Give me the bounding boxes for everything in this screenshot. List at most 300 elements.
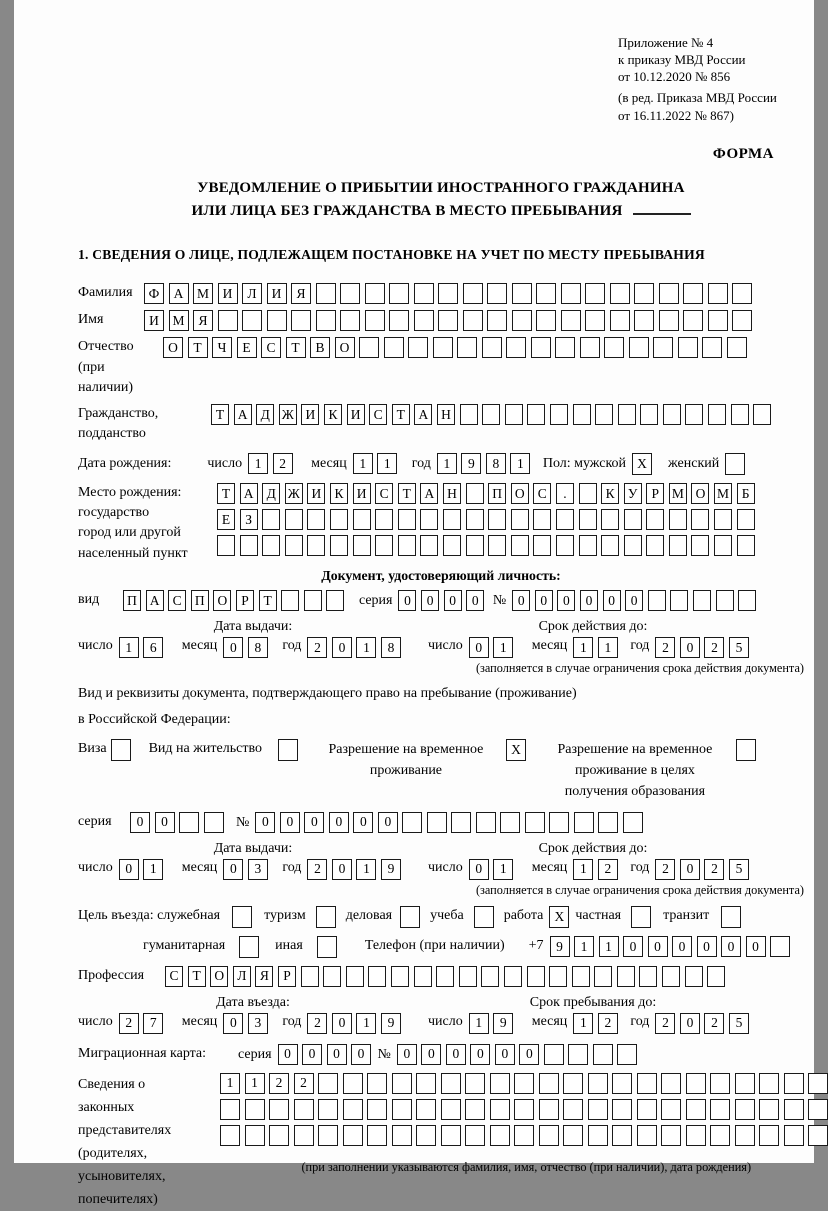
form-cell[interactable] bbox=[389, 283, 409, 304]
form-cell[interactable] bbox=[392, 1073, 412, 1094]
form-cell[interactable] bbox=[505, 404, 523, 425]
form-cell[interactable] bbox=[595, 404, 613, 425]
purpose-transit-checkbox[interactable] bbox=[721, 906, 741, 928]
visa-checkbox[interactable] bbox=[111, 739, 131, 761]
form-cell[interactable]: 2 bbox=[704, 1013, 724, 1034]
form-cell[interactable] bbox=[661, 1099, 681, 1120]
form-cell[interactable] bbox=[482, 337, 502, 358]
form-cell[interactable]: 0 bbox=[332, 859, 352, 880]
form-cell[interactable]: 9 bbox=[381, 859, 401, 880]
form-cell[interactable] bbox=[770, 936, 790, 957]
form-cell[interactable] bbox=[389, 310, 409, 331]
form-cell[interactable]: 0 bbox=[255, 812, 275, 833]
form-cell[interactable]: 1 bbox=[220, 1073, 240, 1094]
form-cell[interactable] bbox=[482, 404, 500, 425]
form-cell[interactable]: 1 bbox=[573, 637, 593, 658]
purpose-other-checkbox[interactable] bbox=[317, 936, 337, 958]
purpose-official-checkbox[interactable] bbox=[232, 906, 252, 928]
form-cell[interactable] bbox=[598, 812, 618, 833]
form-cell[interactable] bbox=[398, 535, 416, 556]
form-cell[interactable] bbox=[708, 283, 728, 304]
form-cell[interactable]: 0 bbox=[557, 590, 575, 611]
form-cell[interactable] bbox=[466, 483, 484, 504]
form-cell[interactable] bbox=[441, 1099, 461, 1120]
form-cell[interactable]: 0 bbox=[332, 1013, 352, 1034]
form-cell[interactable] bbox=[808, 1073, 828, 1094]
form-cell[interactable]: 0 bbox=[648, 936, 668, 957]
form-cell[interactable] bbox=[585, 310, 605, 331]
form-cell[interactable]: А bbox=[420, 483, 438, 504]
form-cell[interactable]: 1 bbox=[377, 453, 397, 474]
form-cell[interactable] bbox=[727, 337, 747, 358]
form-cell[interactable] bbox=[686, 1073, 706, 1094]
form-cell[interactable] bbox=[488, 535, 506, 556]
form-cell[interactable] bbox=[808, 1099, 828, 1120]
form-cell[interactable]: 0 bbox=[535, 590, 553, 611]
form-cell[interactable] bbox=[593, 1044, 613, 1065]
form-cell[interactable] bbox=[512, 310, 532, 331]
form-cell[interactable] bbox=[759, 1099, 779, 1120]
form-cell[interactable]: С bbox=[168, 590, 186, 611]
form-cell[interactable] bbox=[556, 509, 574, 530]
form-cell[interactable] bbox=[539, 1125, 559, 1146]
form-cell[interactable] bbox=[398, 509, 416, 530]
form-cell[interactable] bbox=[511, 509, 529, 530]
form-cell[interactable] bbox=[204, 812, 224, 833]
form-cell[interactable] bbox=[579, 535, 597, 556]
gender-female-checkbox[interactable] bbox=[725, 453, 745, 475]
form-cell[interactable]: 0 bbox=[130, 812, 150, 833]
form-cell[interactable]: 0 bbox=[353, 812, 373, 833]
form-cell[interactable] bbox=[465, 1099, 485, 1120]
form-cell[interactable] bbox=[476, 812, 496, 833]
form-cell[interactable] bbox=[504, 966, 522, 987]
form-cell[interactable]: Б bbox=[737, 483, 755, 504]
form-cell[interactable] bbox=[662, 966, 680, 987]
form-cell[interactable]: 1 bbox=[356, 637, 376, 658]
form-cell[interactable] bbox=[637, 1125, 657, 1146]
form-cell[interactable] bbox=[179, 812, 199, 833]
form-cell[interactable]: 9 bbox=[493, 1013, 513, 1034]
form-cell[interactable] bbox=[646, 535, 664, 556]
form-cell[interactable]: 3 bbox=[248, 859, 268, 880]
form-cell[interactable] bbox=[563, 1125, 583, 1146]
form-cell[interactable] bbox=[669, 509, 687, 530]
form-cell[interactable]: 0 bbox=[470, 1044, 490, 1065]
form-cell[interactable] bbox=[416, 1073, 436, 1094]
form-cell[interactable] bbox=[365, 310, 385, 331]
form-cell[interactable] bbox=[420, 535, 438, 556]
form-cell[interactable] bbox=[691, 535, 709, 556]
form-cell[interactable]: 0 bbox=[119, 859, 139, 880]
form-cell[interactable] bbox=[624, 535, 642, 556]
form-cell[interactable]: 1 bbox=[574, 936, 594, 957]
form-cell[interactable]: 9 bbox=[550, 936, 570, 957]
form-cell[interactable] bbox=[220, 1099, 240, 1120]
form-cell[interactable] bbox=[367, 1099, 387, 1120]
form-cell[interactable] bbox=[416, 1125, 436, 1146]
form-cell[interactable]: Т bbox=[211, 404, 229, 425]
form-cell[interactable]: 0 bbox=[304, 812, 324, 833]
form-cell[interactable] bbox=[269, 1125, 289, 1146]
form-cell[interactable]: Ж bbox=[285, 483, 303, 504]
form-cell[interactable] bbox=[365, 283, 385, 304]
form-cell[interactable]: 1 bbox=[248, 453, 268, 474]
form-cell[interactable] bbox=[732, 283, 752, 304]
form-cell[interactable] bbox=[307, 535, 325, 556]
form-cell[interactable] bbox=[487, 310, 507, 331]
form-cell[interactable]: Я bbox=[193, 310, 213, 331]
form-cell[interactable] bbox=[663, 404, 681, 425]
form-cell[interactable]: 1 bbox=[356, 1013, 376, 1034]
form-cell[interactable] bbox=[686, 1099, 706, 1120]
form-cell[interactable]: Л bbox=[242, 283, 262, 304]
form-cell[interactable] bbox=[427, 812, 447, 833]
form-cell[interactable]: 1 bbox=[356, 859, 376, 880]
form-cell[interactable] bbox=[353, 535, 371, 556]
form-cell[interactable] bbox=[527, 404, 545, 425]
form-cell[interactable] bbox=[514, 1125, 534, 1146]
form-cell[interactable]: Р bbox=[646, 483, 664, 504]
form-cell[interactable] bbox=[463, 310, 483, 331]
form-cell[interactable] bbox=[683, 283, 703, 304]
form-cell[interactable]: 2 bbox=[307, 859, 327, 880]
form-cell[interactable] bbox=[343, 1073, 363, 1094]
form-cell[interactable] bbox=[661, 1073, 681, 1094]
form-cell[interactable] bbox=[691, 509, 709, 530]
form-cell[interactable] bbox=[610, 283, 630, 304]
form-cell[interactable] bbox=[375, 535, 393, 556]
form-cell[interactable] bbox=[441, 1125, 461, 1146]
form-cell[interactable] bbox=[640, 404, 658, 425]
form-cell[interactable] bbox=[669, 535, 687, 556]
form-cell[interactable]: 8 bbox=[248, 637, 268, 658]
form-cell[interactable]: 2 bbox=[655, 637, 675, 658]
form-cell[interactable]: 9 bbox=[461, 453, 481, 474]
form-cell[interactable] bbox=[568, 1044, 588, 1065]
form-cell[interactable] bbox=[514, 1073, 534, 1094]
form-cell[interactable] bbox=[634, 310, 654, 331]
form-cell[interactable]: О bbox=[691, 483, 709, 504]
form-cell[interactable] bbox=[466, 535, 484, 556]
form-cell[interactable] bbox=[738, 590, 756, 611]
form-cell[interactable]: 2 bbox=[307, 637, 327, 658]
form-cell[interactable]: Т bbox=[217, 483, 235, 504]
form-cell[interactable] bbox=[375, 509, 393, 530]
form-cell[interactable] bbox=[624, 509, 642, 530]
form-cell[interactable] bbox=[459, 966, 477, 987]
residence-permit-checkbox[interactable] bbox=[278, 739, 298, 761]
form-cell[interactable]: 2 bbox=[704, 637, 724, 658]
form-cell[interactable]: 3 bbox=[248, 1013, 268, 1034]
form-cell[interactable]: 0 bbox=[421, 590, 439, 611]
form-cell[interactable] bbox=[402, 812, 422, 833]
form-cell[interactable] bbox=[285, 535, 303, 556]
form-cell[interactable] bbox=[269, 1099, 289, 1120]
form-cell[interactable] bbox=[604, 337, 624, 358]
form-cell[interactable] bbox=[267, 310, 287, 331]
form-cell[interactable] bbox=[784, 1099, 804, 1120]
form-cell[interactable]: 0 bbox=[446, 1044, 466, 1065]
form-cell[interactable]: С bbox=[165, 966, 183, 987]
form-cell[interactable] bbox=[443, 509, 461, 530]
purpose-study-checkbox[interactable] bbox=[474, 906, 494, 928]
form-cell[interactable]: 2 bbox=[598, 1013, 618, 1034]
form-cell[interactable] bbox=[707, 966, 725, 987]
form-cell[interactable]: 8 bbox=[381, 637, 401, 658]
form-cell[interactable]: З bbox=[240, 509, 258, 530]
form-cell[interactable] bbox=[556, 535, 574, 556]
form-cell[interactable] bbox=[550, 404, 568, 425]
form-cell[interactable] bbox=[539, 1099, 559, 1120]
form-cell[interactable]: И bbox=[267, 283, 287, 304]
form-cell[interactable]: 9 bbox=[381, 1013, 401, 1034]
form-cell[interactable] bbox=[693, 590, 711, 611]
purpose-tourism-checkbox[interactable] bbox=[316, 906, 336, 928]
form-cell[interactable]: А bbox=[146, 590, 164, 611]
form-cell[interactable] bbox=[304, 590, 322, 611]
form-cell[interactable] bbox=[716, 590, 734, 611]
form-cell[interactable]: К bbox=[330, 483, 348, 504]
form-cell[interactable] bbox=[316, 283, 336, 304]
form-cell[interactable] bbox=[367, 1125, 387, 1146]
form-cell[interactable] bbox=[563, 1099, 583, 1120]
form-cell[interactable]: 2 bbox=[598, 859, 618, 880]
form-cell[interactable] bbox=[637, 1099, 657, 1120]
form-cell[interactable] bbox=[753, 404, 771, 425]
form-cell[interactable]: 0 bbox=[580, 590, 598, 611]
form-cell[interactable]: 0 bbox=[680, 637, 700, 658]
form-cell[interactable]: А bbox=[169, 283, 189, 304]
form-cell[interactable]: И bbox=[218, 283, 238, 304]
form-cell[interactable] bbox=[514, 1099, 534, 1120]
form-cell[interactable] bbox=[612, 1125, 632, 1146]
form-cell[interactable] bbox=[670, 590, 688, 611]
form-cell[interactable] bbox=[563, 1073, 583, 1094]
form-cell[interactable]: 1 bbox=[353, 453, 373, 474]
form-cell[interactable] bbox=[242, 310, 262, 331]
form-cell[interactable]: 1 bbox=[493, 637, 513, 658]
form-cell[interactable]: Т bbox=[286, 337, 306, 358]
form-cell[interactable] bbox=[685, 966, 703, 987]
form-cell[interactable] bbox=[291, 310, 311, 331]
form-cell[interactable] bbox=[629, 337, 649, 358]
form-cell[interactable] bbox=[648, 590, 666, 611]
form-cell[interactable] bbox=[245, 1125, 265, 1146]
form-cell[interactable]: К bbox=[324, 404, 342, 425]
form-cell[interactable] bbox=[549, 812, 569, 833]
form-cell[interactable] bbox=[340, 283, 360, 304]
purpose-work-checkbox[interactable]: X bbox=[549, 906, 569, 928]
form-cell[interactable]: 0 bbox=[397, 1044, 417, 1065]
form-cell[interactable] bbox=[710, 1099, 730, 1120]
form-cell[interactable] bbox=[784, 1125, 804, 1146]
form-cell[interactable] bbox=[262, 509, 280, 530]
form-cell[interactable]: 0 bbox=[697, 936, 717, 957]
form-cell[interactable] bbox=[408, 337, 428, 358]
form-cell[interactable] bbox=[661, 1125, 681, 1146]
form-cell[interactable]: Л bbox=[233, 966, 251, 987]
form-cell[interactable] bbox=[536, 310, 556, 331]
form-cell[interactable]: 0 bbox=[332, 637, 352, 658]
form-cell[interactable]: 1 bbox=[469, 1013, 489, 1034]
temp-residence-edu-checkbox[interactable] bbox=[736, 739, 756, 761]
form-cell[interactable] bbox=[710, 1125, 730, 1146]
form-cell[interactable]: 2 bbox=[273, 453, 293, 474]
form-cell[interactable]: А bbox=[240, 483, 258, 504]
form-cell[interactable] bbox=[294, 1099, 314, 1120]
form-cell[interactable]: 0 bbox=[278, 1044, 298, 1065]
form-cell[interactable]: А bbox=[234, 404, 252, 425]
form-cell[interactable] bbox=[623, 812, 643, 833]
form-cell[interactable]: 0 bbox=[444, 590, 462, 611]
form-cell[interactable]: 0 bbox=[351, 1044, 371, 1065]
form-cell[interactable] bbox=[580, 337, 600, 358]
form-cell[interactable] bbox=[634, 283, 654, 304]
form-cell[interactable] bbox=[218, 310, 238, 331]
form-cell[interactable] bbox=[527, 966, 545, 987]
form-cell[interactable]: Я bbox=[291, 283, 311, 304]
form-cell[interactable]: М bbox=[193, 283, 213, 304]
form-cell[interactable]: 0 bbox=[625, 590, 643, 611]
form-cell[interactable] bbox=[245, 1099, 265, 1120]
form-cell[interactable] bbox=[601, 509, 619, 530]
form-cell[interactable] bbox=[316, 310, 336, 331]
form-cell[interactable]: . bbox=[556, 483, 574, 504]
form-cell[interactable] bbox=[490, 1099, 510, 1120]
form-cell[interactable] bbox=[594, 966, 612, 987]
form-cell[interactable] bbox=[318, 1073, 338, 1094]
form-cell[interactable] bbox=[708, 310, 728, 331]
form-cell[interactable] bbox=[307, 509, 325, 530]
form-cell[interactable] bbox=[262, 535, 280, 556]
form-cell[interactable] bbox=[240, 535, 258, 556]
form-cell[interactable] bbox=[617, 1044, 637, 1065]
form-cell[interactable] bbox=[639, 966, 657, 987]
form-cell[interactable]: 0 bbox=[469, 637, 489, 658]
form-cell[interactable] bbox=[500, 812, 520, 833]
form-cell[interactable] bbox=[353, 509, 371, 530]
form-cell[interactable]: 0 bbox=[378, 812, 398, 833]
gender-male-checkbox[interactable]: X bbox=[632, 453, 652, 475]
form-cell[interactable]: Е bbox=[217, 509, 235, 530]
form-cell[interactable] bbox=[460, 404, 478, 425]
form-cell[interactable]: 0 bbox=[223, 859, 243, 880]
form-cell[interactable]: В bbox=[310, 337, 330, 358]
form-cell[interactable]: 1 bbox=[119, 637, 139, 658]
form-cell[interactable] bbox=[436, 966, 454, 987]
form-cell[interactable] bbox=[487, 283, 507, 304]
form-cell[interactable] bbox=[731, 404, 749, 425]
form-cell[interactable] bbox=[735, 1099, 755, 1120]
form-cell[interactable]: 0 bbox=[466, 590, 484, 611]
form-cell[interactable] bbox=[686, 1125, 706, 1146]
form-cell[interactable] bbox=[414, 966, 432, 987]
form-cell[interactable] bbox=[392, 1125, 412, 1146]
form-cell[interactable]: Т bbox=[398, 483, 416, 504]
form-cell[interactable] bbox=[301, 966, 319, 987]
form-cell[interactable]: 5 bbox=[729, 1013, 749, 1034]
form-cell[interactable]: Ж bbox=[279, 404, 297, 425]
form-cell[interactable]: Н bbox=[443, 483, 461, 504]
form-cell[interactable] bbox=[346, 966, 364, 987]
form-cell[interactable]: 0 bbox=[519, 1044, 539, 1065]
form-cell[interactable] bbox=[367, 1073, 387, 1094]
form-cell[interactable] bbox=[488, 509, 506, 530]
form-cell[interactable] bbox=[610, 310, 630, 331]
form-cell[interactable] bbox=[617, 966, 635, 987]
form-cell[interactable] bbox=[433, 337, 453, 358]
form-cell[interactable] bbox=[340, 310, 360, 331]
form-cell[interactable]: М bbox=[669, 483, 687, 504]
form-cell[interactable] bbox=[531, 337, 551, 358]
form-cell[interactable] bbox=[737, 535, 755, 556]
form-cell[interactable]: Н bbox=[437, 404, 455, 425]
form-cell[interactable] bbox=[685, 404, 703, 425]
form-cell[interactable] bbox=[326, 590, 344, 611]
form-cell[interactable]: И bbox=[353, 483, 371, 504]
form-cell[interactable]: Т bbox=[259, 590, 277, 611]
form-cell[interactable] bbox=[536, 283, 556, 304]
form-cell[interactable] bbox=[438, 283, 458, 304]
form-cell[interactable]: 5 bbox=[729, 859, 749, 880]
form-cell[interactable] bbox=[683, 310, 703, 331]
form-cell[interactable] bbox=[451, 812, 471, 833]
form-cell[interactable] bbox=[618, 404, 636, 425]
form-cell[interactable]: У bbox=[624, 483, 642, 504]
form-cell[interactable] bbox=[555, 337, 575, 358]
form-cell[interactable]: 1 bbox=[510, 453, 530, 474]
form-cell[interactable]: О bbox=[163, 337, 183, 358]
purpose-private-checkbox[interactable] bbox=[631, 906, 651, 928]
form-cell[interactable] bbox=[653, 337, 673, 358]
form-cell[interactable]: 0 bbox=[603, 590, 621, 611]
form-cell[interactable]: 0 bbox=[495, 1044, 515, 1065]
form-cell[interactable]: Я bbox=[255, 966, 273, 987]
purpose-humanitarian-checkbox[interactable] bbox=[239, 936, 259, 958]
form-cell[interactable]: 0 bbox=[512, 590, 530, 611]
form-cell[interactable] bbox=[646, 509, 664, 530]
form-cell[interactable] bbox=[588, 1099, 608, 1120]
form-cell[interactable]: 1 bbox=[493, 859, 513, 880]
form-cell[interactable]: 1 bbox=[598, 637, 618, 658]
form-cell[interactable]: М bbox=[169, 310, 189, 331]
form-cell[interactable]: Д bbox=[262, 483, 280, 504]
form-cell[interactable] bbox=[466, 509, 484, 530]
form-cell[interactable]: 0 bbox=[746, 936, 766, 957]
form-cell[interactable]: О bbox=[511, 483, 529, 504]
form-cell[interactable] bbox=[414, 310, 434, 331]
form-cell[interactable] bbox=[285, 509, 303, 530]
form-cell[interactable]: 2 bbox=[307, 1013, 327, 1034]
form-cell[interactable] bbox=[574, 812, 594, 833]
form-cell[interactable]: 0 bbox=[223, 1013, 243, 1034]
form-cell[interactable]: 0 bbox=[680, 1013, 700, 1034]
form-cell[interactable]: О bbox=[210, 966, 228, 987]
form-cell[interactable] bbox=[549, 966, 567, 987]
form-cell[interactable]: С bbox=[533, 483, 551, 504]
form-cell[interactable]: О bbox=[213, 590, 231, 611]
form-cell[interactable]: 2 bbox=[704, 859, 724, 880]
form-cell[interactable]: 1 bbox=[573, 859, 593, 880]
form-cell[interactable] bbox=[612, 1073, 632, 1094]
form-cell[interactable]: 7 bbox=[143, 1013, 163, 1034]
form-cell[interactable] bbox=[438, 310, 458, 331]
form-cell[interactable]: 0 bbox=[680, 859, 700, 880]
form-cell[interactable]: 1 bbox=[143, 859, 163, 880]
form-cell[interactable] bbox=[359, 337, 379, 358]
temp-residence-checkbox[interactable]: X bbox=[506, 739, 526, 761]
